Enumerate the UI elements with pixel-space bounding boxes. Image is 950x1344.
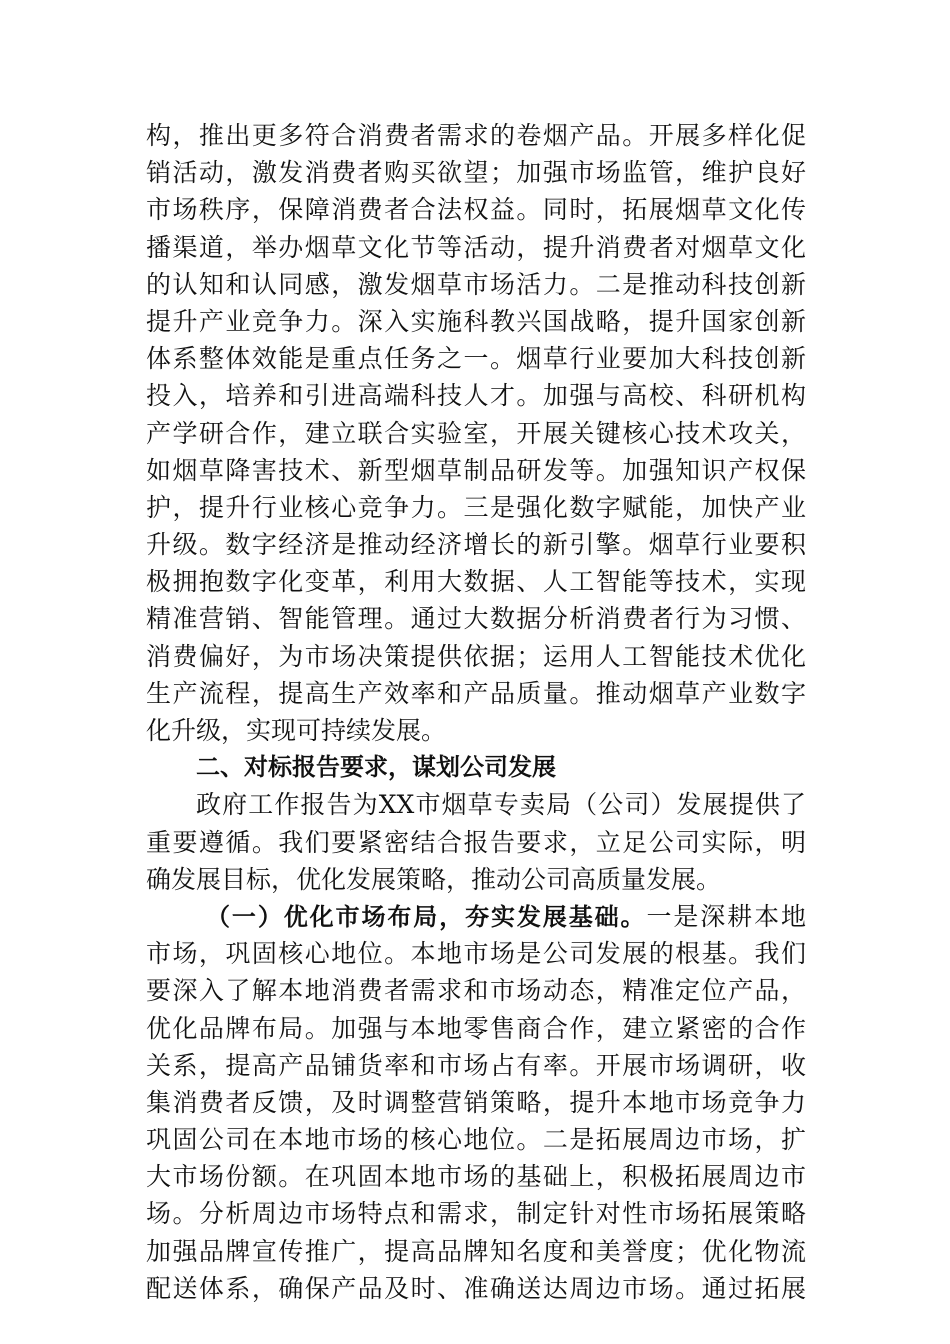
text-line: 升级。数字经济是推动经济增长的新引擎。烟草行业要积 [146,530,806,560]
text-line: 销活动，激发消费者购买欲望；加强市场监管，维护良好 [146,158,806,188]
text-line: 市场秩序，保障消费者合法权益。同时，拓展烟草文化传 [146,195,806,225]
text-line: 体系整体效能是重点任务之一。烟草行业要加大科技创新 [146,344,806,374]
text-line: 大市场份额。在巩固本地市场的基础上，积极拓展周边市 [146,1162,806,1192]
text-line: 加强品牌宣传推广，提高品牌知名度和美誉度；优化物流 [146,1236,806,1266]
text-run: 一是深耕本地 [646,901,806,931]
paragraph-continued [146,117,806,1307]
text-line: 重要遵循。我们要紧密结合报告要求，立足公司实际，明 [146,827,806,857]
text-line: 政府工作报告为XX市烟草专卖局（公司）发展提供了 [196,790,806,820]
text-line: 播渠道，举办烟草文化节等活动，提升消费者对烟草文化 [146,232,806,262]
subheading-line [146,898,806,935]
text-line: 精准营销、智能管理。通过大数据分析消费者行为习惯、 [146,604,806,634]
text-line: 的认知和认同感，激发烟草市场活力。二是推动科技创新 [146,269,806,299]
text-line: 关系，提高产品铺货率和市场占有率。开展市场调研，收 [146,1050,806,1080]
text-line: 如烟草降害技术、新型烟草制品研发等。加强知识产权保 [146,455,806,485]
text-line: 场。分析周边市场特点和需求，制定针对性市场拓展策略 [146,1199,806,1229]
text-line: 护，提升行业核心竞争力。三是强化数字赋能，加快产业 [146,492,806,522]
text-line: 消费偏好，为市场决策提供依据；运用人工智能技术优化 [146,641,806,671]
text-line: 极拥抱数字化变革，利用大数据、人工智能等技术，实现 [146,567,806,597]
subheading: （一）优化市场布局，夯实发展基础。 [206,902,647,931]
section-heading: 二、对标报告要求，谋划公司发展 [196,753,556,782]
text-line: 提升产业竞争力。深入实施科教兴国战略，提升国家创新 [146,306,806,336]
text-line: 巩固公司在本地市场的核心地位。二是拓展周边市场，扩 [146,1125,806,1155]
text-line: 优化品牌布局。加强与本地零售商合作，建立紧密的合作 [146,1013,806,1043]
text-line: 产学研合作，建立联合实验室，开展关键核心技术攻关， [146,418,806,448]
text-line: 要深入了解本地消费者需求和市场动态，精准定位产品， [146,976,806,1006]
text-line: 构，推出更多符合消费者需求的卷烟产品。开展多样化促 [146,121,806,150]
text-line: 配送体系，确保产品及时、准确送达周边市场。通过拓展 [146,1273,806,1303]
text-line: 集消费者反馈，及时调整营销策略，提升本地市场竞争力 [146,1087,806,1117]
text-line: 化升级，实现可持续发展。 [146,716,447,745]
text-line: 确发展目标，优化发展策略，推动公司高质量发展。 [146,864,722,894]
text-line: 市场，巩固核心地位。本地市场是公司发展的根基。我们 [146,939,806,969]
text-line: 投入，培养和引进高端科技人才。加强与高校、科研机构 [146,381,806,411]
text-line: 生产流程，提高生产效率和产品质量。推动烟草产业数字 [146,678,806,708]
